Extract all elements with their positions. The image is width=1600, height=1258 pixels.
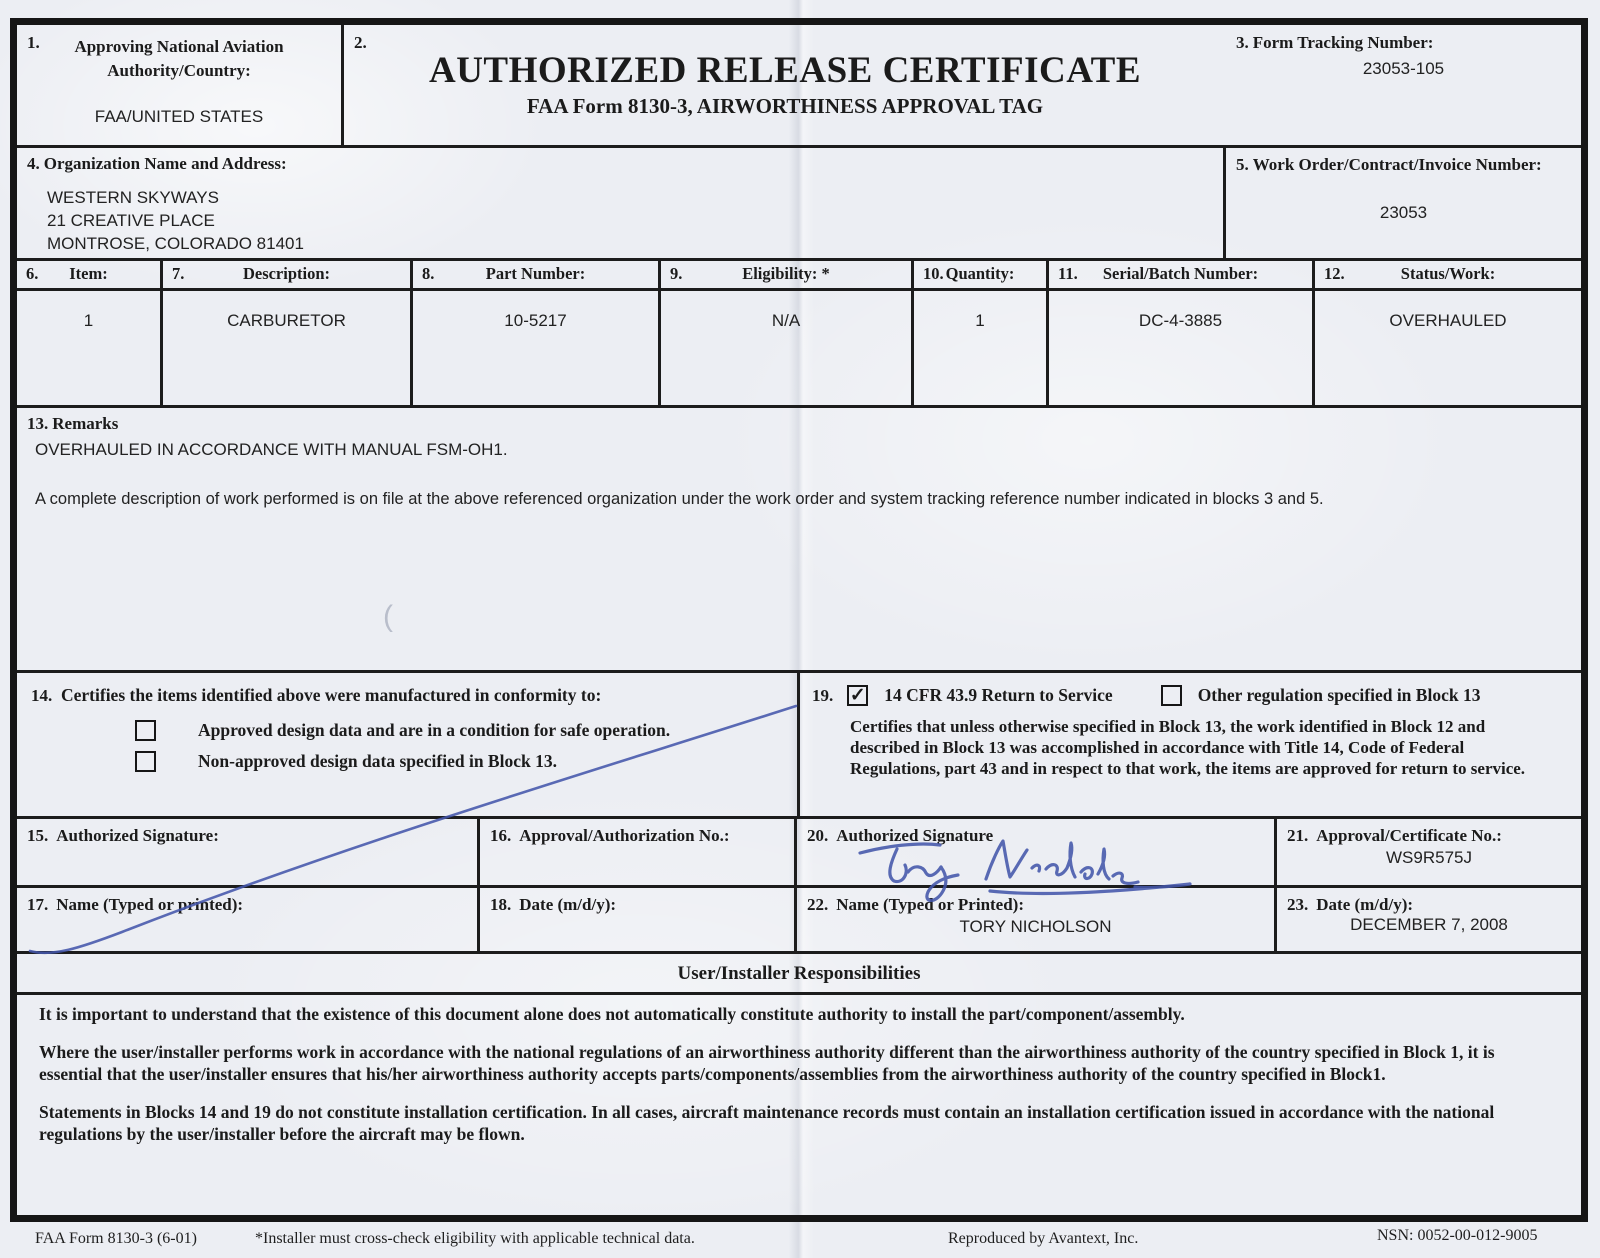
block-5-label: Work Order/Contract/Invoice Number:: [1252, 155, 1542, 174]
block-4-address: [47, 186, 1223, 255]
form-subtitle: FAA Form 8130-3, AIRWORTHINESS APPROVAL TAG: [526, 94, 1044, 118]
block-14-label: Certifies the items identified above were manufactured in conformity to:: [61, 685, 602, 705]
option-other-regulation-label: Other regulation specified in Block 13: [1197, 685, 1481, 705]
footer-reproduced-by: Reproduced by Avantext, Inc.: [948, 1230, 1139, 1247]
cell-part-number: 10-5217: [413, 291, 661, 405]
block-14-conformity: [17, 673, 800, 816]
remarks-line-2: A complete description of work performed is on file at the above referenced organization under the work order and system tracking reference number indicated in blocks 3 and 5.: [35, 490, 1324, 508]
col-header-part-number: 8. Part Number:: [413, 261, 661, 288]
stray-pen-mark: (: [383, 600, 393, 633]
cell-eligibility: N/A: [661, 291, 914, 405]
row-blocks-1-2-3: [17, 25, 1581, 148]
cell-item: 1: [17, 291, 163, 405]
block-3-number: 3.: [1236, 33, 1249, 52]
col-header-description: 7. Description:: [163, 261, 413, 288]
block-1-label: Approving National Aviation Authority/Country:: [74, 37, 284, 80]
block-5-work-order: [1226, 148, 1581, 258]
row-blocks-4-5: [17, 148, 1581, 261]
org-city: MONTROSE, COLORADO 81401: [47, 234, 304, 253]
footer-form-id: FAA Form 8130-3 (6-01): [35, 1230, 197, 1247]
block-2-title: [344, 25, 1226, 145]
col-header-quantity: 10. Quantity:: [914, 261, 1049, 288]
block-14-number: 14.: [31, 686, 53, 705]
block-16-approval-authorization-no: 16. Approval/Authorization No.:: [480, 819, 797, 885]
block-4-organization: [17, 148, 1226, 258]
cell-description: CARBURETOR: [163, 291, 413, 405]
responsibilities-text-row: [17, 995, 1581, 1215]
org-street: 21 CREATIVE PLACE: [47, 211, 215, 230]
responsibilities-paragraph-2: Where the user/installer performs work in accordance with the national regulations of an airworthiness authority different than the airworthiness authority of the country specified in Block 1, it is essential that the user/installer ensures that his/her airworthiness authority accepts parts/components/assemblies from the airworthiness authority of the country specified in Block1.: [39, 1042, 1495, 1084]
item-table-header: [17, 261, 1581, 291]
block-2-number: 2.: [354, 33, 367, 52]
responsibilities-heading-row: [17, 954, 1581, 995]
cell-quantity: 1: [914, 291, 1049, 405]
block-13-remarks: [17, 408, 1581, 673]
cell-serial-batch: DC-4-3885: [1049, 291, 1315, 405]
block-3-value: 23053-105: [1362, 59, 1445, 78]
block-22-name: 22. Name (Typed or Printed): TORY NICHOLSON: [797, 888, 1277, 951]
block-4-number: 4.: [27, 154, 40, 173]
form-title: AUTHORIZED RELEASE CERTIFICATE: [428, 50, 1142, 91]
checkbox-other-regulation: [1161, 685, 1182, 706]
checkbox-14-cfr-43-9: ✓: [847, 685, 868, 706]
checkbox-non-approved-design-data: [135, 751, 156, 772]
block-19-number: 19.: [812, 685, 834, 705]
remarks-line-1: OVERHAULED IN ACCORDANCE WITH MANUAL FSM-OH1.: [35, 440, 508, 459]
row-blocks-15-16-20-21: [17, 819, 1581, 888]
footer-installer-note: *Installer must cross-check eligibility with applicable technical data.: [255, 1230, 695, 1247]
block-23-value: DECEMBER 7, 2008: [1350, 915, 1508, 934]
block-3-label: Form Tracking Number:: [1252, 33, 1434, 52]
block-13-number: 13.: [27, 414, 49, 433]
option-non-approved-design-data: [135, 751, 797, 772]
block-1-value: FAA/UNITED STATES: [94, 107, 264, 126]
footer-nsn: NSN: 0052-00-012-9005: [1377, 1227, 1538, 1244]
option-approved-design-data-label: Approved design data and are in a condition for safe operation.: [198, 720, 671, 740]
block-22-value: TORY NICHOLSON: [959, 917, 1112, 936]
block-3-form-tracking-number: [1226, 25, 1581, 145]
block-19-certification-text: Certifies that unless otherwise specified in Block 13, the work identified in Block 12 and described in Block 13 was accomplished in accordance with Title 14, Code of Federal Regulations, part 43 and in respect to that work, the items are approved for return to service.: [850, 717, 1526, 778]
block-17-name: 17. Name (Typed or printed):: [17, 888, 480, 951]
block-20-authorized-signature: 20. Authorized Signature: [797, 819, 1277, 885]
col-header-item: 6. Item:: [17, 261, 163, 288]
block-5-number: 5.: [1236, 155, 1249, 174]
form-8130-3: [10, 18, 1588, 1222]
responsibilities-paragraph-1: It is important to understand that the existence of this document alone does not automatically constitute authority to install the part/component/assembly.: [39, 1004, 1185, 1024]
option-non-approved-design-data-label: Non-approved design data specified in Block 13.: [198, 751, 557, 771]
block-23-date: 23. Date (m/d/y): DECEMBER 7, 2008: [1277, 888, 1581, 951]
block-15-authorized-signature: 15. Authorized Signature:: [17, 819, 480, 885]
item-table-row: [17, 291, 1581, 408]
option-approved-design-data: [135, 720, 797, 741]
col-header-status-work: 12. Status/Work:: [1324, 264, 1496, 283]
block-18-date: 18. Date (m/d/y):: [480, 888, 797, 951]
block-1-approving-authority: [17, 25, 344, 145]
org-name: WESTERN SKYWAYS: [47, 188, 219, 207]
cell-status-work: OVERHAULED: [1389, 311, 1507, 330]
responsibilities-heading: User/Installer Responsibilities: [677, 963, 921, 984]
col-header-serial-batch: 11. Serial/Batch Number:: [1049, 261, 1315, 288]
option-14-cfr-43-9-label: 14 CFR 43.9 Return to Service: [884, 685, 1113, 705]
checkbox-approved-design-data: [135, 720, 156, 741]
block-5-value: 23053: [1379, 203, 1428, 222]
block-21-value: WS9R575J: [1386, 848, 1472, 867]
block-4-label: Organization Name and Address:: [43, 154, 287, 173]
row-blocks-14-19: [17, 673, 1581, 819]
col-header-eligibility: 9. Eligibility: *: [661, 261, 914, 288]
responsibilities-paragraph-3: Statements in Blocks 14 and 19 do not constitute installation certification. In all cases, aircraft maintenance records must contain an installation certification issued in accordance with the national regulations by the user/installer before the aircraft may be flown.: [39, 1102, 1495, 1144]
block-13-label: Remarks: [52, 414, 119, 433]
block-1-number: 1.: [27, 33, 40, 52]
block-21-approval-certificate-no: 21. Approval/Certificate No.: WS9R575J: [1277, 819, 1581, 885]
block-19-return-to-service: [800, 673, 1581, 816]
row-blocks-17-18-22-23: [17, 888, 1581, 954]
